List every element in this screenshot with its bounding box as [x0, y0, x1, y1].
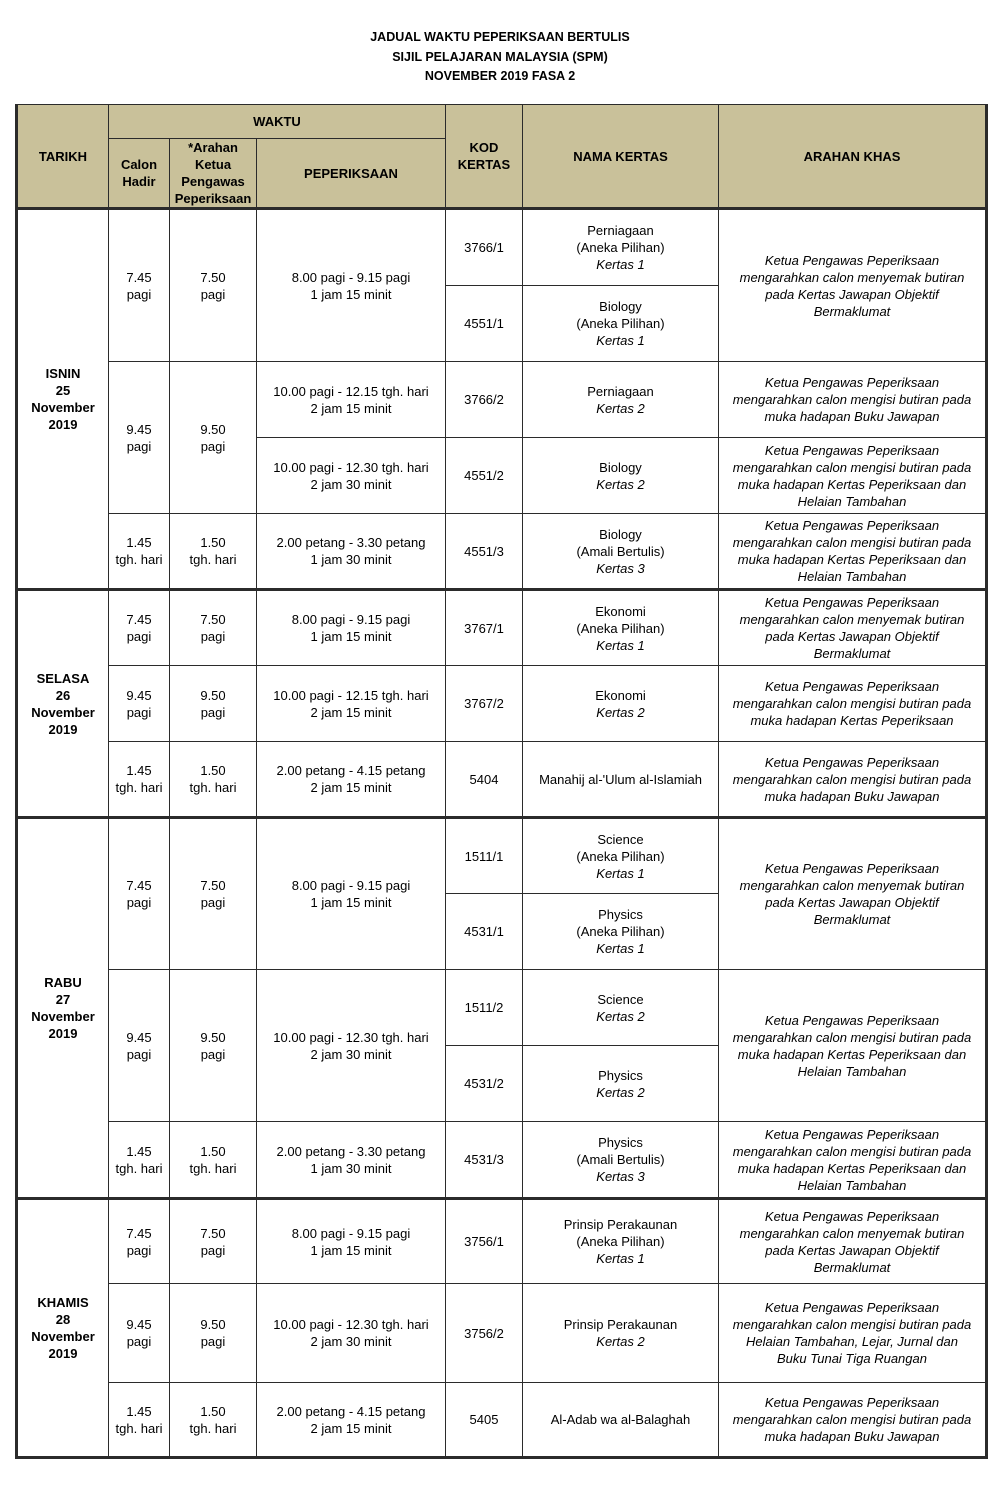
exam-schedule-table [15, 104, 988, 1459]
paper-name: Biology Kertas 2 [523, 438, 719, 514]
calon-hadir-time: 1.45 tgh. hari [109, 742, 170, 818]
calon-hadir-time: 1.45 tgh. hari [109, 1383, 170, 1458]
calon-hadir-time: 9.45 pagi [109, 666, 170, 742]
doc-title-line-2: SIJIL PELAJARAN MALAYSIA (SPM) [392, 50, 608, 64]
arahan-ketua-time: 1.50 tgh. hari [170, 1122, 257, 1199]
paper-code: 4551/2 [446, 438, 523, 514]
paper-name: Prinsip Perakaunan (Aneka Pilihan) Kertas 1 [523, 1199, 719, 1284]
special-instruction: Ketua Pengawas Peperiksaan mengarahkan calon mengisi butiran pada muka hadapan Kertas Peperiksaan dan Helaian Tambahan [719, 514, 987, 590]
paper-name: Physics (Amali Bertulis) Kertas 3 [523, 1122, 719, 1199]
paper-code: 4531/1 [446, 894, 523, 970]
arahan-ketua-time: 9.50 pagi [170, 970, 257, 1122]
paper-code: 3756/1 [446, 1199, 523, 1284]
calon-hadir-time: 1.45 tgh. hari [109, 514, 170, 590]
arahan-ketua-time: 9.50 pagi [170, 666, 257, 742]
arahan-ketua-time: 7.50 pagi [170, 818, 257, 970]
calon-hadir-time: 9.45 pagi [109, 362, 170, 514]
header-kod-kertas: KOD KERTAS [446, 105, 523, 209]
paper-name: Manahij al-'Ulum al-Islamiah [523, 742, 719, 818]
special-instruction: Ketua Pengawas Peperiksaan mengarahkan calon mengisi butiran pada muka hadapan Kertas Peperiksaan dan Helaian Tambahan [719, 1122, 987, 1199]
paper-name: Science (Aneka Pilihan) Kertas 1 [523, 818, 719, 894]
exam-time: 2.00 petang - 4.15 petang 2 jam 15 minit [257, 742, 446, 818]
calon-hadir-time: 9.45 pagi [109, 970, 170, 1122]
paper-name: Ekonomi Kertas 2 [523, 666, 719, 742]
paper-code: 3766/1 [446, 209, 523, 286]
calon-hadir-time: 7.45 pagi [109, 1199, 170, 1284]
exam-time: 8.00 pagi - 9.15 pagi 1 jam 15 minit [257, 209, 446, 362]
paper-code: 3766/2 [446, 362, 523, 438]
special-instruction: Ketua Pengawas Peperiksaan mengarahkan calon mengisi butiran pada muka hadapan Buku Jawapan [719, 362, 987, 438]
paper-name: Al-Adab wa al-Balaghah [523, 1383, 719, 1458]
paper-code: 4551/3 [446, 514, 523, 590]
special-instruction: Ketua Pengawas Peperiksaan mengarahkan calon menyemak butiran pada Kertas Jawapan Objektif Bermaklumat [719, 590, 987, 666]
paper-code: 1511/1 [446, 818, 523, 894]
paper-code: 4531/2 [446, 1046, 523, 1122]
special-instruction: Ketua Pengawas Peperiksaan mengarahkan calon mengisi butiran pada muka hadapan Kertas Peperiksaan dan Helaian Tambahan [719, 970, 987, 1122]
special-instruction: Ketua Pengawas Peperiksaan mengarahkan calon menyemak butiran pada Kertas Jawapan Objektif Bermaklumat [719, 818, 987, 970]
paper-name: Biology (Aneka Pilihan) Kertas 1 [523, 286, 719, 362]
arahan-ketua-time: 1.50 tgh. hari [170, 742, 257, 818]
date-selasa: SELASA 26 November 2019 [17, 590, 109, 818]
header-arahan-ketua: *Arahan Ketua Pengawas Peperiksaan [170, 139, 257, 209]
arahan-ketua-time: 7.50 pagi [170, 590, 257, 666]
exam-time: 10.00 pagi - 12.30 tgh. hari 2 jam 30 minit [257, 970, 446, 1122]
paper-code: 3767/2 [446, 666, 523, 742]
exam-time: 8.00 pagi - 9.15 pagi 1 jam 15 minit [257, 590, 446, 666]
doc-title-line-1: JADUAL WAKTU PEPERIKSAAN BERTULIS [370, 30, 630, 44]
date-isnin: ISNIN 25 November 2019 [17, 209, 109, 590]
exam-time: 10.00 pagi - 12.15 tgh. hari 2 jam 15 minit [257, 362, 446, 438]
paper-code: 3756/2 [446, 1284, 523, 1383]
arahan-ketua-time: 7.50 pagi [170, 209, 257, 362]
arahan-ketua-time: 1.50 tgh. hari [170, 1383, 257, 1458]
exam-time: 10.00 pagi - 12.30 tgh. hari 2 jam 30 minit [257, 438, 446, 514]
special-instruction: Ketua Pengawas Peperiksaan mengarahkan calon mengisi butiran pada muka hadapan Kertas Peperiksaan [719, 666, 987, 742]
paper-name: Ekonomi (Aneka Pilihan) Kertas 1 [523, 590, 719, 666]
paper-name: Biology (Amali Bertulis) Kertas 3 [523, 514, 719, 590]
paper-code: 1511/2 [446, 970, 523, 1046]
paper-code: 3767/1 [446, 590, 523, 666]
paper-name: Physics Kertas 2 [523, 1046, 719, 1122]
arahan-ketua-time: 7.50 pagi [170, 1199, 257, 1284]
special-instruction: Ketua Pengawas Peperiksaan mengarahkan calon mengisi butiran pada muka hadapan Buku Jawapan [719, 742, 987, 818]
paper-name: Science Kertas 2 [523, 970, 719, 1046]
exam-time: 8.00 pagi - 9.15 pagi 1 jam 15 minit [257, 1199, 446, 1284]
header-waktu: WAKTU [109, 105, 446, 139]
calon-hadir-time: 7.45 pagi [109, 590, 170, 666]
exam-time: 10.00 pagi - 12.15 tgh. hari 2 jam 15 minit [257, 666, 446, 742]
special-instruction: Ketua Pengawas Peperiksaan mengarahkan calon mengisi butiran pada Helaian Tambahan, Lejar, Jurnal dan Buku Tunai Tiga Ruangan [719, 1284, 987, 1383]
paper-code: 4531/3 [446, 1122, 523, 1199]
calon-hadir-time: 7.45 pagi [109, 818, 170, 970]
special-instruction: Ketua Pengawas Peperiksaan mengarahkan calon mengisi butiran pada muka hadapan Kertas Peperiksaan dan Helaian Tambahan [719, 438, 987, 514]
exam-time: 10.00 pagi - 12.30 tgh. hari 2 jam 30 minit [257, 1284, 446, 1383]
date-rabu: RABU 27 November 2019 [17, 818, 109, 1199]
special-instruction: Ketua Pengawas Peperiksaan mengarahkan calon menyemak butiran pada Kertas Jawapan Objektif Bermaklumat [719, 1199, 987, 1284]
calon-hadir-time: 7.45 pagi [109, 209, 170, 362]
paper-name: Physics (Aneka Pilihan) Kertas 1 [523, 894, 719, 970]
calon-hadir-time: 1.45 tgh. hari [109, 1122, 170, 1199]
header-calon-hadir: Calon Hadir [109, 139, 170, 209]
paper-code: 5405 [446, 1383, 523, 1458]
exam-time: 2.00 petang - 3.30 petang 1 jam 30 minit [257, 514, 446, 590]
arahan-ketua-time: 9.50 pagi [170, 362, 257, 514]
date-khamis: KHAMIS 28 November 2019 [17, 1199, 109, 1458]
paper-name: Perniagaan Kertas 2 [523, 362, 719, 438]
header-nama-kertas: NAMA KERTAS [523, 105, 719, 209]
paper-name: Perniagaan (Aneka Pilihan) Kertas 1 [523, 209, 719, 286]
paper-name: Prinsip Perakaunan Kertas 2 [523, 1284, 719, 1383]
special-instruction: Ketua Pengawas Peperiksaan mengarahkan calon mengisi butiran pada muka hadapan Buku Jawapan [719, 1383, 987, 1458]
exam-time: 2.00 petang - 4.15 petang 2 jam 15 minit [257, 1383, 446, 1458]
arahan-ketua-time: 9.50 pagi [170, 1284, 257, 1383]
exam-time: 2.00 petang - 3.30 petang 1 jam 30 minit [257, 1122, 446, 1199]
header-tarikh: TARIKH [17, 105, 109, 209]
arahan-ketua-time: 1.50 tgh. hari [170, 514, 257, 590]
paper-code: 4551/1 [446, 286, 523, 362]
header-arahan-khas: ARAHAN KHAS [719, 105, 987, 209]
doc-title-line-3: NOVEMBER 2019 FASA 2 [424, 69, 576, 83]
special-instruction: Ketua Pengawas Peperiksaan mengarahkan calon menyemak butiran pada Kertas Jawapan Objektif Bermaklumat [719, 209, 987, 362]
calon-hadir-time: 9.45 pagi [109, 1284, 170, 1383]
header-peperiksaan: PEPERIKSAAN [257, 139, 446, 209]
paper-code: 5404 [446, 742, 523, 818]
exam-time: 8.00 pagi - 9.15 pagi 1 jam 15 minit [257, 818, 446, 970]
